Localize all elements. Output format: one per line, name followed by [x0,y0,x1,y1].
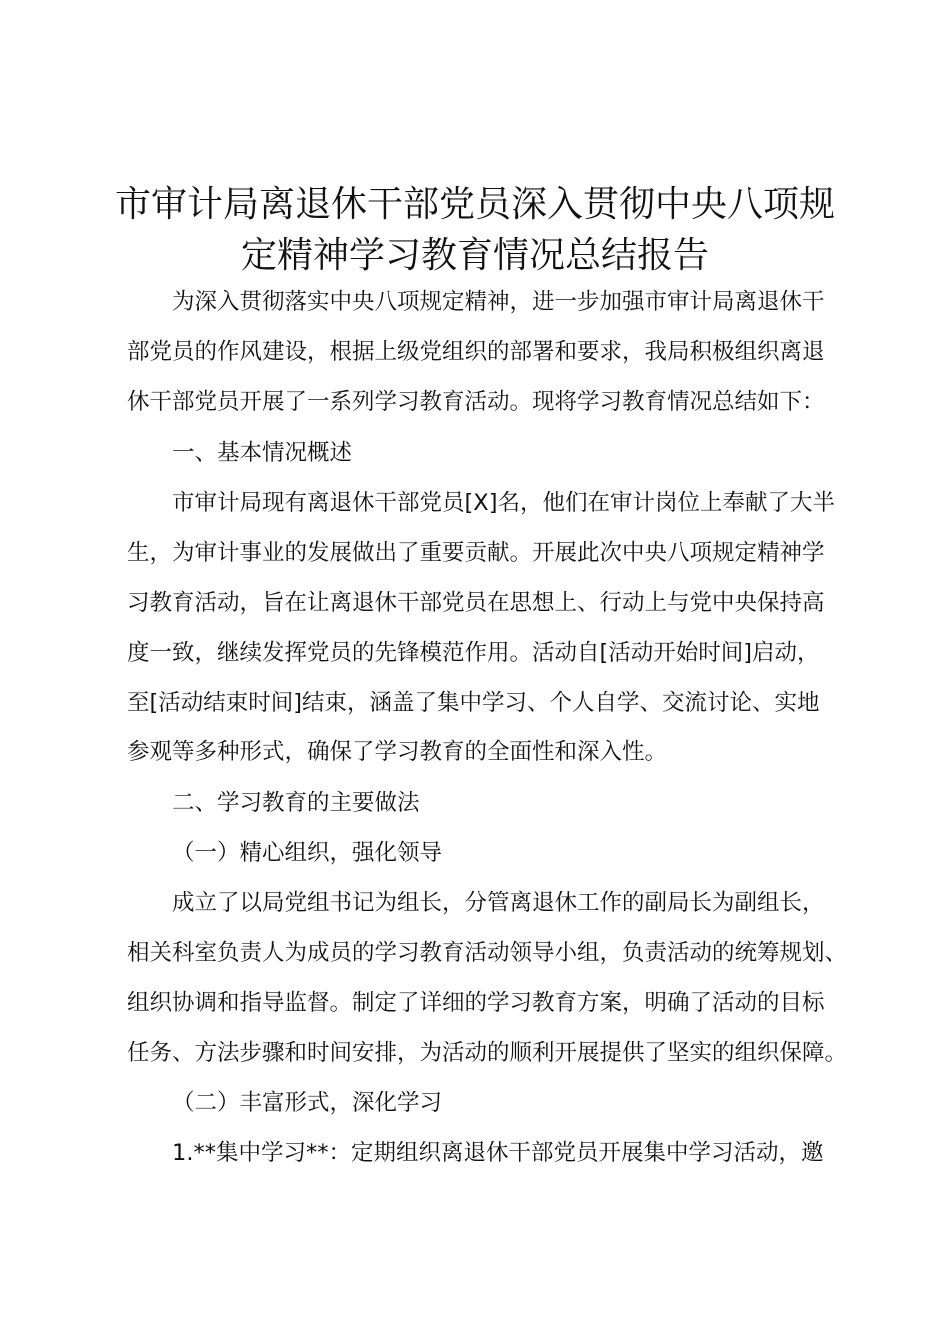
intro-paragraph-line-3: 休干部党员开展了一系列学习教育活动。现将学习教育情况总结如下： [127,389,825,415]
intro-paragraph-line-2: 部党员的作风建设，根据上级党组织的部署和要求，我局积极组织离退 [127,339,825,365]
document-title-line-2: 定精神学习教育情况总结报告 [240,235,709,276]
overview-paragraph-line-2: 生，为审计事业的发展做出了重要贡献。开展此次中央八项规定精神学 [127,540,825,566]
document-title-line-1: 市审计局离退休干部党员深入贯彻中央八项规 [114,184,835,225]
intro-paragraph-line-1: 为深入贯彻落实中央八项规定精神，进一步加强市审计局离退休干 [172,289,825,315]
list-item-1-line-1: 1.**集中学习**：定期组织离退休干部党员开展集中学习活动，邀 [172,1140,824,1166]
section-heading-1: 一、基本情况概述 [172,440,353,466]
organization-paragraph-line-2: 相关科室负责人为成员的学习教育活动领导小组，负责活动的统筹规划、 [127,940,848,966]
overview-paragraph-line-5: 至[活动结束时间]结束，涵盖了集中学习、个人自学、交流讨论、实地 [127,690,820,716]
section-heading-2: 二、学习教育的主要做法 [172,790,420,816]
overview-paragraph-line-6: 参观等多种形式，确保了学习教育的全面性和深入性。 [127,739,668,765]
overview-paragraph-line-1: 市审计局现有离退休干部党员[X]名，他们在审计岗位上奉献了大半 [172,490,835,516]
organization-paragraph-line-3: 组织协调和指导监督。制定了详细的学习教育方案，明确了活动的目标 [127,990,825,1016]
organization-paragraph-line-4: 任务、方法步骤和时间安排，为活动的顺利开展提供了坚实的组织保障。 [127,1040,848,1066]
subsection-heading-1: （一）精心组织，强化领导 [172,840,443,866]
overview-paragraph-line-4: 度一致，继续发挥党员的先锋模范作用。活动自[活动开始时间]启动， [127,640,820,666]
organization-paragraph-line-1: 成立了以局党组书记为组长，分管离退休工作的副局长为副组长， [172,890,825,916]
overview-paragraph-line-3: 习教育活动，旨在让离退休干部党员在思想上、行动上与党中央保持高 [127,590,825,616]
subsection-heading-2: （二）丰富形式，深化学习 [172,1090,443,1116]
